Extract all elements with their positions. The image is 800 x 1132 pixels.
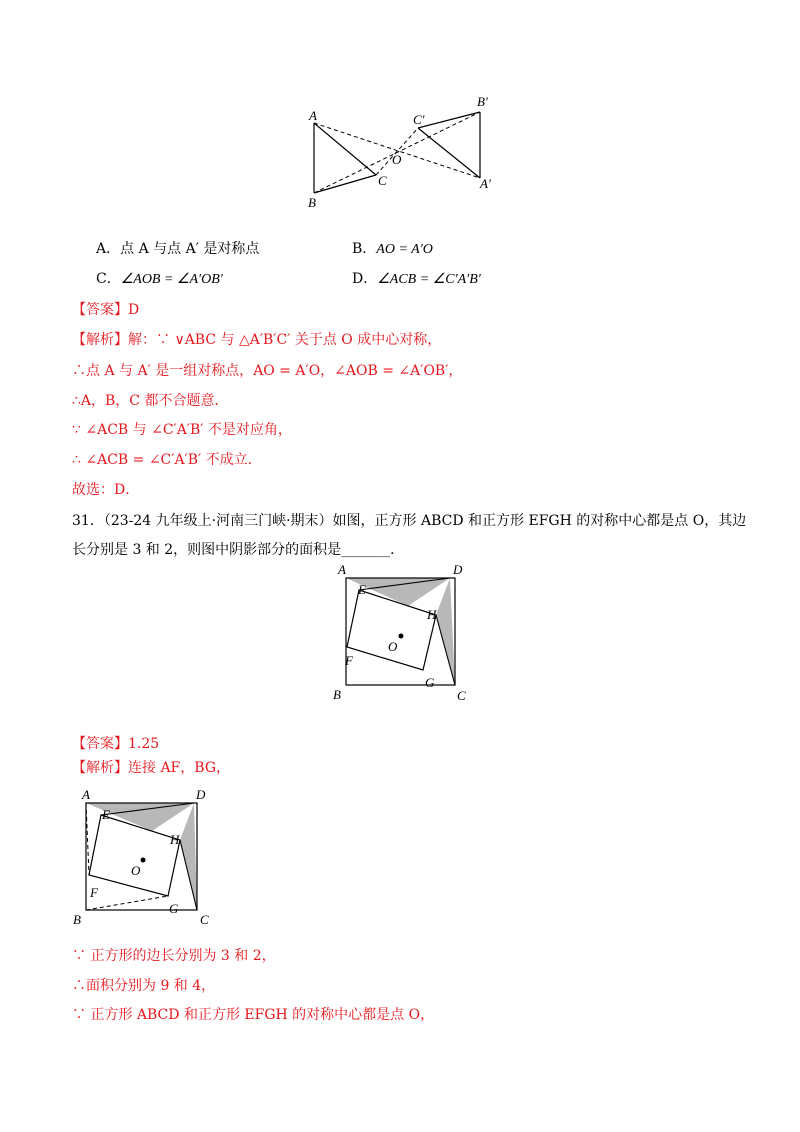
q31-analysis-line3: ∵ 正方形 ABCD 和正方形 EFGH 的对称中心都是点 O， xyxy=(72,1007,435,1023)
label-H: H xyxy=(427,607,437,622)
label-O: O xyxy=(392,152,402,167)
q30-analysis-line5: ∴ ∠ACB = ∠C′A′B′ 不成立． xyxy=(72,452,262,468)
q31-analysis-line1: ∵ 正方形的边长分别为 3 和 2， xyxy=(72,948,276,964)
label-C: C xyxy=(457,688,466,703)
label-A-prime: A′ xyxy=(480,176,491,191)
label-F: F xyxy=(90,885,98,900)
answer-blank: _______ xyxy=(341,542,391,558)
label-D: D xyxy=(453,562,463,577)
label-G: G xyxy=(169,901,179,916)
q30-analysis-line2: ∴点 A 与 A′ 是一组对称点，AO = A′O，∠AOB = ∠A′OB′， xyxy=(72,363,463,379)
q30-answer: 【答案】D xyxy=(72,302,140,318)
label-O: O xyxy=(388,639,398,654)
q30-analysis-line4: ∵ ∠ACB 与 ∠C′A′B′ 不是对应角， xyxy=(72,422,292,438)
label-C: C xyxy=(378,173,387,188)
label-G: G xyxy=(425,675,435,690)
label-C-prime: C′ xyxy=(413,112,425,127)
label-B: B xyxy=(333,687,341,702)
label-E: E xyxy=(358,582,366,597)
label-B-prime: B′ xyxy=(477,94,488,109)
label-O: O xyxy=(131,863,141,878)
q31-line2: 长分别是 3 和 2，则图中阴影部分的面积是_______． xyxy=(72,542,405,558)
label-A: A xyxy=(338,562,346,577)
label-A: A xyxy=(309,108,317,123)
label-D: D xyxy=(196,787,206,802)
figure-squares-dashed xyxy=(70,785,215,930)
q31-line1: 31．（23-24 九年级上·河南三门峡·期末）如图，正方形 ABCD 和正方形 EFGH 的对称中心都是点 O，其边 xyxy=(72,513,747,529)
label-F: F xyxy=(345,653,353,668)
option-c: C．∠AOB = ∠A′OB′ xyxy=(96,271,223,287)
option-b: B．AO = A′O xyxy=(352,241,433,257)
label-B: B xyxy=(73,912,81,927)
q30-analysis-line6: 故选：D． xyxy=(72,482,140,498)
q31-analysis-first: 【解析】连接 AF，BG， xyxy=(72,760,231,776)
q31-analysis-line2: ∴面积分别为 9 和 4， xyxy=(72,978,216,994)
q30-analysis-line1: 【解析】解：∵ ∨ABC 与 △A′B′C′ 关于点 O 成中心对称， xyxy=(72,332,442,348)
figure-squares xyxy=(330,560,475,705)
label-H: H xyxy=(170,832,180,847)
q31-answer: 【答案】1.25 xyxy=(72,736,160,752)
q30-analysis-line3: ∴A，B，C 都不合题意． xyxy=(72,393,229,409)
label-A: A xyxy=(82,787,90,802)
option-a: A．点 A 与点 A′ 是对称点 xyxy=(96,241,260,257)
label-E: E xyxy=(102,807,110,822)
figure-central-symmetry xyxy=(300,90,510,215)
label-C: C xyxy=(200,912,209,927)
label-B: B xyxy=(308,195,316,210)
option-d: D．∠ACB = ∠C′A′B′ xyxy=(352,271,481,287)
